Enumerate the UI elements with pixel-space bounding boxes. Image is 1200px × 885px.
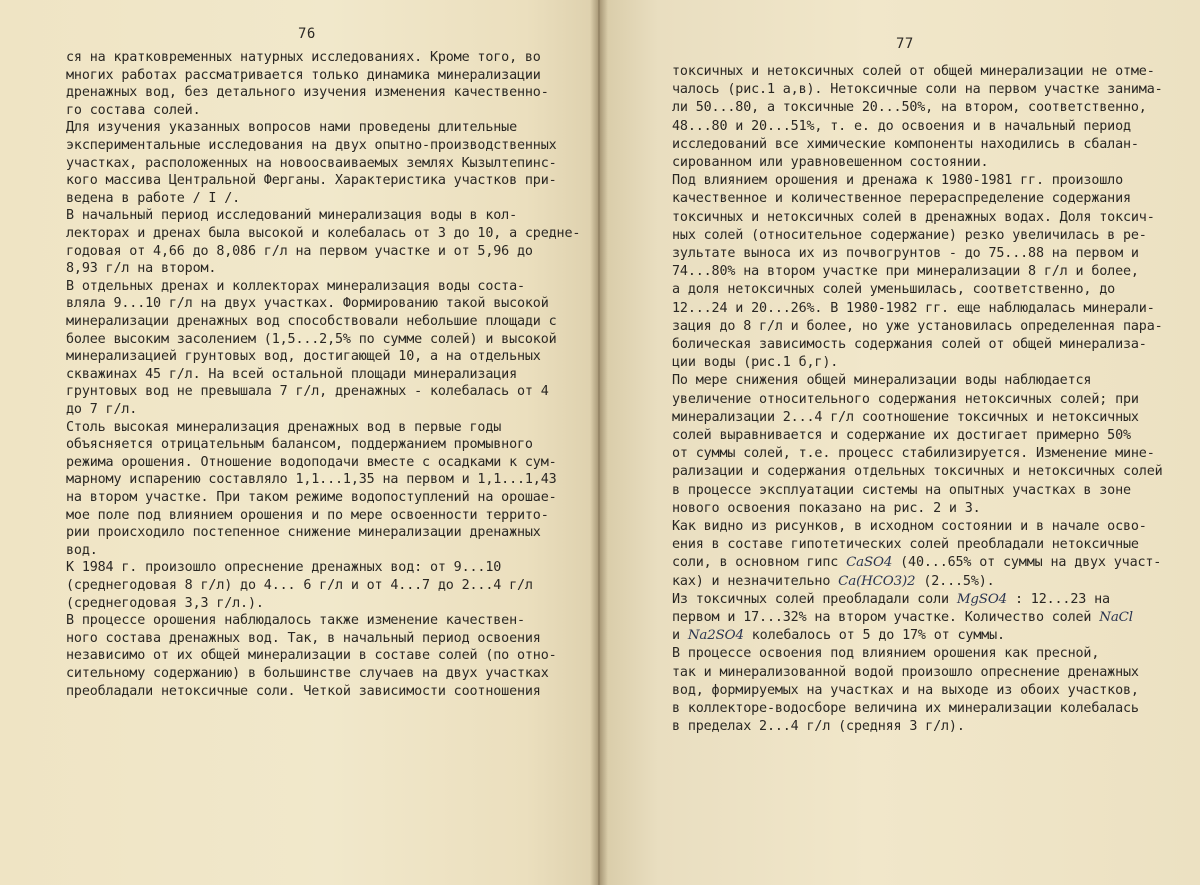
text-line: зация до 8 г/л и более, но уже установилась определенная пара-	[672, 318, 1163, 334]
text-line: По мере снижения общей минерализации воды наблюдается	[672, 373, 1092, 389]
text-line: ведена в работе / I /.	[66, 190, 241, 206]
text-line: соли, в основном гипс CaSO4 (40...65% от суммы на двух участ-	[672, 555, 1162, 571]
text-line: минерализации 2...4 г/л соотношение токсичных и нетоксичных	[672, 409, 1139, 425]
text-line: рализации и содержания отдельных токсичных и нетоксичных солей	[672, 464, 1163, 480]
text-line: дренажных вод, без детального изучения изменения качественно-	[66, 85, 549, 101]
text-line: К 1984 г. произошло опреснение дренажных вод: от 9...10	[66, 560, 502, 576]
text-line: многих работах рассматривается только динамика минерализации	[66, 67, 541, 83]
text-line: более высоким засолением (1,5...2,5% по сумме солей) и высокой	[66, 331, 557, 347]
text-line: Из токсичных солей преобладали соли MgSO4 : 12...23 на	[672, 591, 1110, 607]
text-line: вод, формируемых на участках и на выходе из обоих участков,	[672, 682, 1139, 698]
text-line: скважинах 45 г/л. На всей остальной площади минерализация	[66, 366, 517, 382]
text-line: 48...80 и 20...51%, т. е. до освоения и в начальный период	[672, 118, 1131, 134]
text-line: (среднегодовая 3,3 г/л.).	[66, 595, 264, 611]
text-line: В начальный период исследований минерализация воды в кол-	[66, 208, 517, 224]
text-line: В процессе орошения наблюдалось также изменение качествен-	[66, 613, 525, 629]
text-line: токсичных и нетоксичных солей от общей минерализации не отме-	[672, 64, 1155, 79]
handwritten-formula: Na2SO4	[687, 628, 744, 644]
text-line: участках, расположенных на новоосваиваемых землях Кызылтепинс-	[66, 155, 557, 171]
text-line: ции воды (рис.1 б,г).	[672, 355, 839, 371]
text-line: независимо от их общей минерализации в составе солей (по отно-	[66, 648, 557, 664]
text-line: зультате выноса их из почвогрунтов - до 75...88 на первом и	[672, 246, 1139, 261]
text-line: болическая зависимость содержания солей от общей минерализа-	[672, 337, 1147, 352]
text-line: вод.	[66, 542, 98, 558]
text-line: а доля нетоксичных солей уменьшилась, соответственно, до	[672, 282, 1116, 298]
handwritten-formula: NaCl	[1099, 610, 1133, 625]
text-line: от суммы солей, т.е. процесс стабилизируется. Изменение мине-	[672, 446, 1155, 462]
handwritten-formula: MgSO4	[956, 591, 1008, 607]
text-line: ных солей (относительное содержание) резко увеличилась в ре-	[672, 227, 1147, 243]
text-line: исследований все химические компоненты находились в сбалан-	[672, 136, 1139, 152]
text-line: в коллекторе-водосборе величина их минерализации колебалась	[672, 701, 1139, 716]
text-line: минерализации дренажных вод способствовали небольшие площади с	[66, 314, 557, 329]
text-line: ного состава дренажных вод. Так, в начальный период освоения	[66, 630, 541, 646]
text-line: 8,93 г/л на втором.	[66, 261, 217, 277]
text-line: годовая от 4,66 до 8,086 г/л на первом участке и от 5,96 до	[66, 243, 533, 259]
handwritten-formula: CaSO4	[846, 555, 893, 571]
page-number-right: 77	[896, 36, 914, 52]
text-line: марному испарению составляло 1,1...1,35 на первом и 1,1...1,43	[66, 472, 557, 488]
text-line: токсичных и нетоксичных солей в дренажных водах. Доля токсич-	[672, 209, 1155, 225]
text-line: В отдельных дренах и коллекторах минерализация воды соста-	[66, 278, 525, 294]
text-line: до 7 г/л.	[66, 402, 138, 417]
text-line: солей выравнивается и содержание их достигает примерно 50%	[672, 428, 1131, 443]
text-line: так и минерализованной водой произошло опреснение дренажных	[672, 664, 1139, 680]
text-line: нового освоения показано на рис. 2 и 3.	[672, 500, 981, 516]
text-line: на втором участке. При таком режиме водопоступлений на орошае-	[66, 490, 557, 505]
text-line: ения в составе гипотетических солей преобладали нетоксичные	[672, 537, 1139, 553]
handwritten-formula: Ca(HCO3)2	[838, 573, 916, 589]
text-line: 74...80% на втором участке при минерализации 8 г/л и более,	[672, 264, 1139, 280]
text-line: сированном или уравновешенном состоянии.	[672, 155, 989, 170]
text-line: первом и 17...32% на втором участке. Количество солей NaCl	[672, 610, 1133, 625]
text-line: рии происходило постепенное снижение минерализации дренажных	[66, 525, 541, 541]
text-line: преобладали нетоксичные соли. Четкой зависимости соотношения	[66, 683, 541, 699]
text-line: В процессе освоения под влиянием орошения как пресной,	[672, 646, 1100, 662]
text-line: 12...24 и 20...26%. В 1980-1982 гг. еще наблюдалась минерали-	[672, 300, 1155, 316]
text-line: кого массива Центральной Ферганы. Характеристика участков при-	[66, 173, 557, 189]
text-line: Под влиянием орошения и дренажа к 1980-1981 гг. произошло	[672, 173, 1123, 189]
text-line: качественное и количественное перераспределение содержания	[672, 191, 1131, 207]
text-line: грунтовых вод не превышала 7 г/л, дренажных - колебалась от 4	[66, 384, 549, 400]
text-line: минерализацией грунтовых вод, достигающей 10, а на отдельных	[66, 349, 541, 365]
text-line: режима орошения. Отношение водоподачи вместе с осадками к сум-	[66, 454, 557, 470]
text-line: сительному содержанию) в большинстве случаев на двух участках	[66, 666, 549, 681]
text-line: ся на кратковременных натурных исследованиях. Кроме того, во	[66, 50, 541, 65]
text-line: мое поле под влиянием орошения и по мере освоенности террито-	[66, 507, 549, 523]
text-line: ках) и незначительно Ca(HCO3)2 (2...5%).	[672, 573, 995, 589]
text-line: го состава солей.	[66, 102, 201, 118]
text-line: в процессе эксплуатации системы на опытных участках в зоне	[672, 482, 1131, 498]
text-line: чалось (рис.1 а,в). Нетоксичные соли на первом участке занима-	[672, 82, 1163, 98]
page-number-left: 76	[298, 26, 316, 42]
text-line: и Na2SO4 колебалось от 5 до 17% от суммы.	[672, 628, 1005, 644]
text-line: объясняется отрицательным балансом, поддержанием промывного	[66, 437, 533, 453]
text-line: увеличение относительного содержания нетоксичных солей; при	[672, 391, 1139, 407]
text-line: лекторах и дренах была высокой и колебалась от 3 до 10, а средне-	[66, 226, 581, 241]
text-line: вляла 9...10 г/л на двух участках. Формированию такой высокой	[66, 296, 549, 312]
text-line: Как видно из рисунков, в исходном состоянии и в начале осво-	[672, 519, 1147, 534]
text-line: Для изучения указанных вопросов нами проведены длительные	[66, 120, 517, 136]
text-line: в пределах 2...4 г/л (средняя 3 г/л).	[672, 719, 965, 735]
text-line: Столь высокая минерализация дренажных вод в первые годы	[66, 419, 502, 435]
text-line: (среднегодовая 8 г/л) до 4... 6 г/л и от 4...7 до 2...4 г/л	[66, 578, 533, 593]
text-line: ли 50...80, а токсичные 20...50%, на втором, соответственно,	[672, 100, 1147, 116]
text-line: экспериментальные исследования на двух опытно-производственных	[66, 138, 557, 153]
